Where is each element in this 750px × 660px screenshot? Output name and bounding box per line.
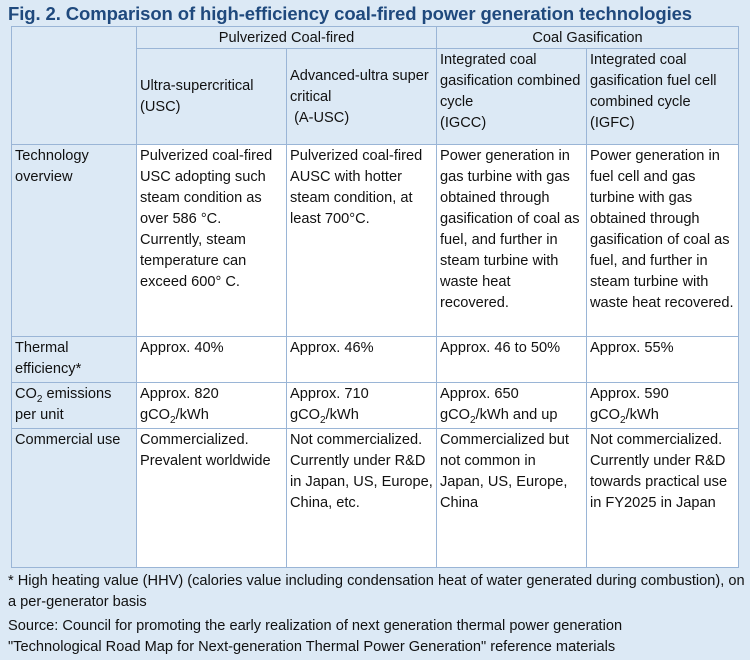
row-label-efficiency: Thermal efficiency* xyxy=(12,337,137,383)
column-abbr: (USC) xyxy=(140,99,181,115)
co2-value-sub: 2 xyxy=(620,414,626,426)
table-cell: Commercialized but not common in Japan, US, Europe, China xyxy=(437,429,587,568)
row-label-co2 xyxy=(12,383,137,429)
table-cell xyxy=(287,383,437,429)
table-cell: Power generation in gas turbine with gas obtained through gasification of coal as fuel, and further in steam turbine with waste heat recovered. xyxy=(437,145,587,337)
source-line-1: Source: Council for promoting the early realization of next generation thermal power generation xyxy=(8,618,623,634)
row-label-overview: Technology overview xyxy=(12,145,137,337)
table-cell: Approx. 46 to 50% xyxy=(437,337,587,383)
co2-value-suffix: /kWh xyxy=(625,407,659,423)
column-name: Integrated coal gasification fuel cell combined cycle xyxy=(590,52,717,110)
table-cell: Pulverized coal-fired AUSC with hotter steam condition, at least 700°C. xyxy=(287,145,437,337)
corner-header-cell xyxy=(12,27,137,145)
table-cell xyxy=(437,383,587,429)
table-cell: Approx. 46% xyxy=(287,337,437,383)
table-cell: Commercialized. Prevalent worldwide xyxy=(137,429,287,568)
co2-value-sub: 2 xyxy=(470,414,476,426)
table-cell: Not commercialized. Currently under R&D in Japan, US, Europe, China, etc. xyxy=(287,429,437,568)
co2-value-suffix: /kWh and up xyxy=(475,407,558,423)
table-cell: Power generation in fuel cell and gas turbine with gas obtained through gasification of coal as fuel, and further in steam turbine with waste heat recovered. xyxy=(587,145,739,337)
table-cell xyxy=(587,383,739,429)
figure-title: Fig. 2. Comparison of high-efficiency coal-fired power generation technologies xyxy=(8,3,692,24)
table-cell: Not commercialized. Currently under R&D towards practical use in FY2025 in Japan xyxy=(587,429,739,568)
column-name: Integrated coal gasification combined cycle xyxy=(440,52,581,110)
column-abbr: (IGCC) xyxy=(440,115,487,131)
column-header-igfc xyxy=(587,49,739,145)
source-line-2: "Technological Road Map for Next-generation Thermal Power Generation" reference materials xyxy=(8,639,616,655)
co2-label-post: emissions per unit xyxy=(15,386,112,423)
table-cell xyxy=(137,383,287,429)
co2-label-pre: CO xyxy=(15,386,37,402)
column-abbr: (A-USC) xyxy=(294,109,350,126)
column-name: Ultra-supercritical xyxy=(140,78,254,94)
co2-value-sub: 2 xyxy=(170,414,176,426)
notes xyxy=(8,571,746,658)
table-cell: Approx. 40% xyxy=(137,337,287,383)
co2-value-suffix: /kWh xyxy=(325,407,359,423)
table-cell: Pulverized coal-fired USC adopting such steam condition as over 586 °C. Currently, steam temperature can exceed 600° C. xyxy=(137,145,287,337)
row-label-commercial: Commercial use xyxy=(12,429,137,568)
co2-value-prefix: Approx. 820 gCO xyxy=(140,386,219,423)
co2-value-prefix: Approx. 710 gCO xyxy=(290,386,369,423)
co2-value-prefix: Approx. 650 gCO xyxy=(440,386,519,423)
group-header-pulverized: Pulverized Coal-fired xyxy=(137,27,437,49)
co2-value-suffix: /kWh xyxy=(175,407,209,423)
column-abbr: (IGFC) xyxy=(590,115,635,131)
source xyxy=(8,616,746,658)
column-header-igcc xyxy=(437,49,587,145)
footnote: * High heating value (HHV) (calories value including condensation heat of water generated during combustion), on a per-generator basis xyxy=(8,573,745,610)
column-name: Advanced-ultra super critical xyxy=(290,67,429,105)
column-header-usc xyxy=(137,49,287,145)
co2-value-prefix: Approx. 590 gCO xyxy=(590,386,669,423)
table-cell: Approx. 55% xyxy=(587,337,739,383)
co2-value-sub: 2 xyxy=(320,414,326,426)
group-header-gasification: Coal Gasification xyxy=(437,27,739,49)
column-header-ausc xyxy=(287,49,437,145)
co2-label-sub: 2 xyxy=(36,393,43,405)
comparison-table xyxy=(11,26,739,568)
